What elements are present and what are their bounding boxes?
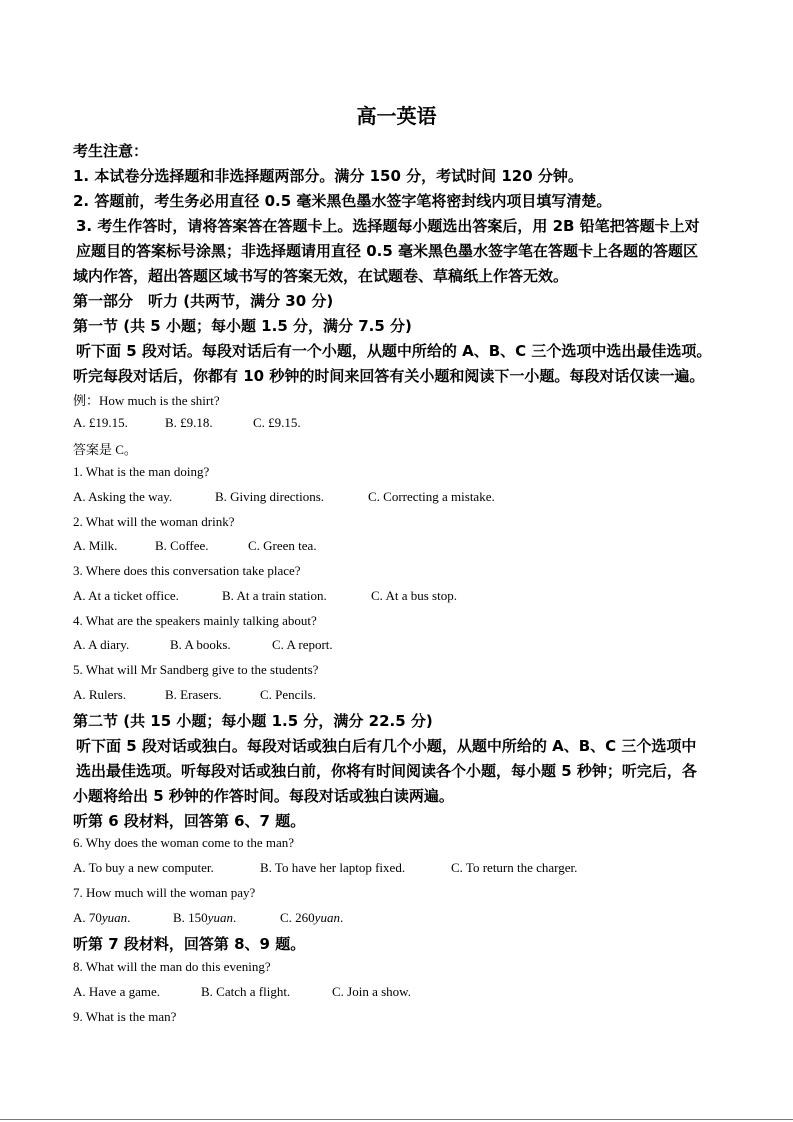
q4-option-c: C. A report. (272, 637, 333, 652)
q3-option-b: B. At a train station. (222, 588, 327, 603)
notice-item: 3. 考生作答时，请将答案答在答题卡上。选择题每小题选出答案后，用 2B 铅笔把答题卡上对 (76, 217, 700, 235)
example-answer: 答案是 C。 (73, 442, 137, 457)
q3-option-a: A. At a ticket office. (73, 588, 179, 603)
page-bottom-rule (0, 1119, 793, 1120)
q2-option-b: B. Coffee. (155, 538, 209, 553)
q8-option-b: B. Catch a flight. (201, 984, 291, 999)
q3-option-c: C. At a bus stop. (371, 588, 457, 603)
question-8: 8. What will the man do this evening? (73, 959, 271, 974)
section2-instruction: 小题将给出 5 秒钟的作答时间。每段对话或独白读两遍。 (73, 787, 454, 805)
notice-item: 1. 本试卷分选择题和非选择题两部分。满分 150 分，考试时间 120 分钟。 (73, 167, 583, 185)
q6-option-a: A. To buy a new computer. (73, 860, 214, 875)
question-4: 4. What are the speakers mainly talking about? (73, 613, 317, 628)
q1-option-c: C. Correcting a mistake. (368, 489, 495, 504)
q1-option-b: B. Giving directions. (215, 489, 325, 504)
q7-option-a: A. 70yuan. (73, 910, 131, 925)
q7-option-b: B. 150yuan. (173, 910, 237, 925)
notice-item: 域内作答，超出答题区域书写的答案无效，在试题卷、草稿纸上作答无效。 (73, 267, 569, 285)
question-6: 6. Why does the woman come to the man? (73, 835, 295, 850)
notice-item: 2. 答题前，考生务必用直径 0.5 毫米黑色墨水签字笔将密封线内项目填写清楚。 (73, 192, 612, 210)
part1-heading: 第一部分 听力 (共两节，满分 30 分) (73, 292, 334, 310)
q5-option-a: A. Rulers. (73, 687, 127, 702)
question-3: 3. Where does this conversation take place? (73, 563, 301, 578)
example-option-c: C. £9.15. (253, 415, 301, 430)
example-option-b: B. £9.18. (165, 415, 213, 430)
material-6-heading: 听第 6 段材料，回答第 6、7 题。 (73, 812, 306, 830)
q6-option-c: C. To return the charger. (451, 860, 578, 875)
section2-heading: 第二节 (共 15 小题；每小题 1.5 分，满分 22.5 分) (73, 712, 433, 730)
question-5: 5. What will Mr Sandberg give to the students? (73, 662, 319, 677)
q8-option-a: A. Have a game. (73, 984, 160, 999)
page-title: 高一英语 (356, 104, 437, 128)
question-9: 9. What is the man? (73, 1009, 177, 1024)
section1-heading: 第一节 (共 5 小题；每小题 1.5 分，满分 7.5 分) (73, 317, 412, 335)
example-question: 例：How much is the shirt? (73, 393, 220, 408)
q5-option-c: C. Pencils. (260, 687, 316, 702)
q7-option-c: C. 260yuan. (280, 910, 344, 925)
q1-option-a: A. Asking the way. (73, 489, 173, 504)
section1-instruction: 听下面 5 段对话。每段对话后有一个小题，从题中所给的 A、B、C 三个选项中选出最佳选项。 (76, 342, 712, 360)
q4-option-b: B. A books. (170, 637, 231, 652)
question-1: 1. What is the man doing? (73, 464, 210, 479)
notice-item: 应题目的答案标号涂黑；非选择题请用直径 0.5 毫米黑色墨水签字笔在答题卡上各题的答题区 (76, 242, 699, 260)
q8-option-c: C. Join a show. (332, 984, 411, 999)
q4-option-a: A. A diary. (73, 637, 130, 652)
q6-option-b: B. To have her laptop fixed. (260, 860, 406, 875)
question-2: 2. What will the woman drink? (73, 514, 235, 529)
section2-instruction: 听下面 5 段对话或独白。每段对话或独白后有几个小题，从题中所给的 A、B、C 三个选项中 (76, 737, 697, 755)
question-7: 7. How much will the woman pay? (73, 885, 256, 900)
q5-option-b: B. Erasers. (165, 687, 222, 702)
example-option-a: A. £19.15. (73, 415, 128, 430)
notice-heading: 考生注意： (73, 142, 149, 160)
material-7-heading: 听第 7 段材料，回答第 8、9 题。 (73, 935, 306, 953)
section1-instruction: 听完每段对话后，你都有 10 秒钟的时间来回答有关小题和阅读下一小题。每段对话仅读一遍。 (73, 367, 705, 385)
section2-instruction: 选出最佳选项。听每段对话或独白前，你将有时间阅读各个小题，每小题 5 秒钟；听完后，各 (76, 762, 697, 780)
q2-option-a: A. Milk. (73, 538, 118, 553)
q2-option-c: C. Green tea. (248, 538, 317, 553)
